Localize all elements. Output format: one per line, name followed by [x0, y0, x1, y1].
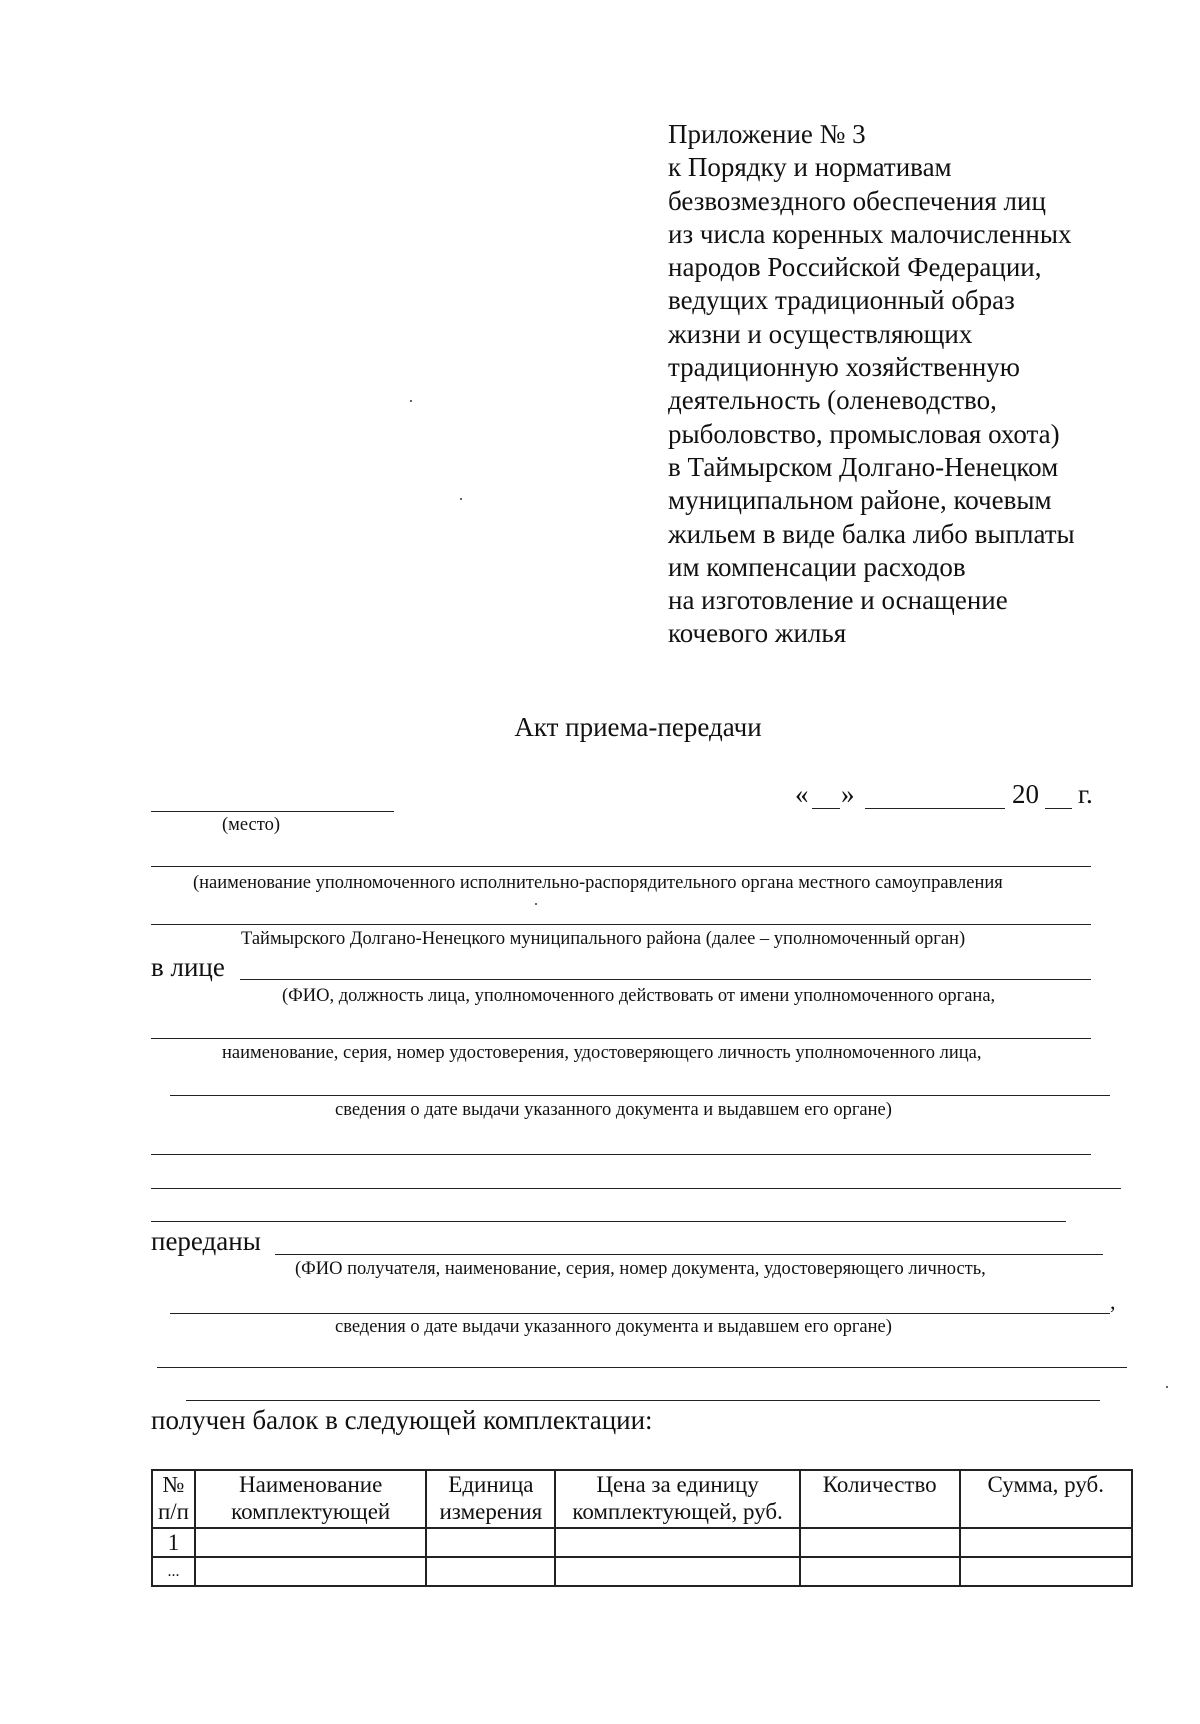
recipient-caption-2: сведения о дате выдачи указанного документа и выдавшем его органе)	[335, 1317, 892, 1337]
appendix-line: из числа коренных малочисленных	[668, 218, 1072, 249]
date-year-field[interactable]	[1045, 808, 1072, 809]
header-unit-line-1: Единица	[448, 1472, 534, 1497]
date-month-field[interactable]	[865, 808, 1005, 809]
person-caption-1: (ФИО, должность лица, уполномоченного действовать от имени уполномоченного органа,	[282, 986, 996, 1006]
unit-cell[interactable]	[426, 1557, 555, 1586]
header-unit-line-2: измерения	[439, 1499, 543, 1524]
header-name-line-1: Наименование	[239, 1472, 383, 1497]
scan-speck	[410, 400, 412, 402]
header-qty: Количество	[800, 1470, 960, 1528]
appendix-header	[668, 118, 1168, 651]
blank-line-1[interactable]	[151, 1154, 1091, 1155]
blank-line-2[interactable]	[151, 1188, 1121, 1189]
blank-line-3[interactable]	[151, 1221, 1066, 1222]
header-num-line-1: №	[162, 1472, 185, 1497]
components-table	[151, 1469, 1133, 1587]
date-year-prefix: 20	[1012, 779, 1039, 809]
qty-cell[interactable]	[800, 1528, 960, 1557]
scan-speck	[460, 498, 462, 500]
appendix-line: рыболовство, промысловая охота)	[668, 418, 1060, 449]
header-price-line-2: комплектующей, руб.	[572, 1499, 783, 1524]
appendix-line: ведущих традиционный образ	[668, 285, 1015, 316]
date-day-field[interactable]	[812, 808, 840, 809]
qty-cell[interactable]	[800, 1557, 960, 1586]
recipient-field-line-2[interactable]	[170, 1313, 1110, 1314]
transferred-label: переданы	[151, 1226, 261, 1256]
received-label: получен балок в следующей комплектации:	[151, 1405, 653, 1435]
scan-speck	[535, 903, 537, 905]
sum-cell[interactable]	[960, 1557, 1132, 1586]
appendix-line: безвозмездного обеспечения лиц	[668, 185, 1046, 216]
place-field[interactable]	[151, 811, 394, 812]
appendix-line: жильем в виде балка либо выплаты	[668, 518, 1075, 549]
unit-cell[interactable]	[426, 1528, 555, 1557]
name-cell[interactable]	[195, 1557, 427, 1586]
row-num-cell: ...	[152, 1557, 195, 1586]
date-year-suffix: г.	[1078, 779, 1093, 809]
recipient-caption-1: (ФИО получателя, наименование, серия, номер документа, удостоверяющего личность,	[295, 1259, 986, 1279]
header-unit	[426, 1470, 555, 1528]
appendix-line: муниципальном районе, кочевым	[668, 485, 1052, 516]
organ-field-line-1[interactable]	[151, 866, 1091, 867]
date-open-quote: «	[795, 779, 809, 809]
scan-speck	[1166, 1386, 1168, 1388]
sum-cell[interactable]	[960, 1528, 1132, 1557]
appendix-line: традиционную хозяйственную	[668, 352, 1020, 383]
appendix-line: в Таймырском Долгано-Ненецком	[668, 451, 1059, 482]
appendix-line: жизни и осуществляющих	[668, 318, 973, 349]
header-num	[152, 1470, 195, 1528]
header-num-line-2: п/п	[157, 1499, 189, 1524]
price-cell[interactable]	[555, 1528, 800, 1557]
person-caption-2: наименование, серия, номер удостоверения, удостоверяющего личность уполномоченного лица,	[222, 1043, 982, 1063]
person-field-line-3[interactable]	[170, 1095, 1110, 1096]
appendix-line: им компенсации расходов	[668, 551, 966, 582]
header-price-line-1: Цена за единицу	[596, 1472, 759, 1497]
place-caption: (место)	[222, 815, 281, 835]
appendix-line: к Порядку и нормативам	[668, 152, 952, 183]
appendix-line: на изготовление и оснащение	[668, 585, 1008, 616]
document-title: Акт приема-передачи	[514, 712, 762, 742]
recipient-field-line-4[interactable]	[186, 1400, 1100, 1401]
table-row	[152, 1557, 1132, 1586]
header-name-line-2: комплектующей	[231, 1499, 391, 1524]
header-sum: Сумма, руб.	[960, 1470, 1132, 1528]
table-row	[152, 1528, 1132, 1557]
header-name	[195, 1470, 427, 1528]
table-header-row	[152, 1470, 1132, 1528]
organ-field-line-2[interactable]	[151, 924, 1091, 925]
date-close-quote: »	[841, 779, 855, 809]
header-price	[555, 1470, 800, 1528]
recipient-field-line-1[interactable]	[275, 1254, 1103, 1255]
appendix-line: Приложение № 3	[668, 119, 866, 149]
comma-mark: ,	[1110, 1289, 1116, 1314]
person-caption-3: сведения о дате выдачи указанного документа и выдавшем его органе)	[335, 1100, 892, 1120]
appendix-line: народов Российской Федерации,	[668, 252, 1042, 283]
appendix-line: кочевого жилья	[668, 618, 847, 649]
in-person-field[interactable]	[240, 979, 1091, 980]
name-cell[interactable]	[195, 1528, 427, 1557]
recipient-field-line-3[interactable]	[157, 1367, 1127, 1368]
in-person-label: в лице	[151, 952, 225, 982]
row-num-cell: 1	[152, 1528, 195, 1557]
person-field-line-2[interactable]	[151, 1038, 1091, 1039]
appendix-line: деятельность (оленеводство,	[668, 385, 997, 416]
organ-caption-2: Таймырского Долгано-Ненецкого муниципального района (далее – уполномоченный орган)	[241, 929, 966, 949]
price-cell[interactable]	[555, 1557, 800, 1586]
organ-caption-1: (наименование уполномоченного исполнительно-распорядительного органа местного самоуправления	[193, 873, 1003, 893]
